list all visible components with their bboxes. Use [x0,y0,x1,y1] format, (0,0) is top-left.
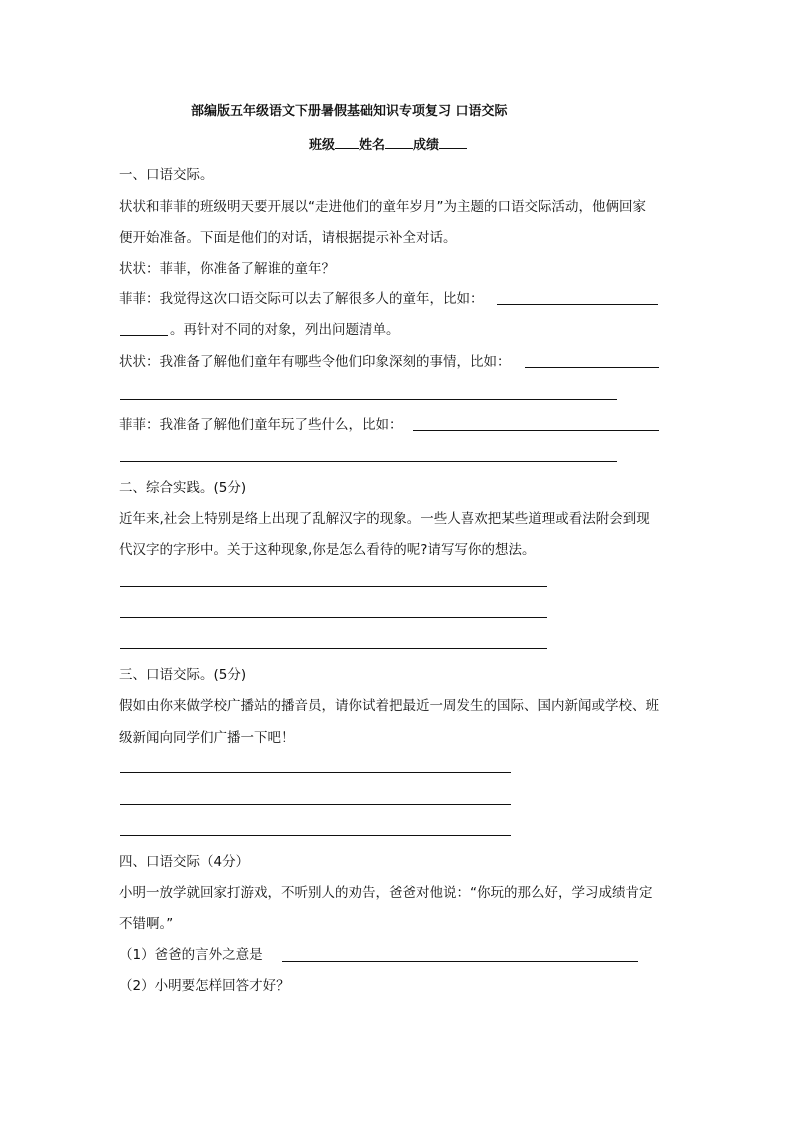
section-3-line2: 级新闻向同学们广播一下吧！ [119,730,295,746]
answer-line[interactable] [120,804,511,805]
section-1-heading: 一、口语交际。 [119,167,214,183]
section-3-heading: 三、口语交际。(5分) [119,667,247,683]
answer-line[interactable] [282,961,638,962]
section-1-intro-line1: 状状和菲菲的班级明天要开展以“走进他们的童年岁月”为主题的口语交际活动，他俩回家 [119,199,646,215]
answer-line[interactable] [120,335,168,336]
score-blank[interactable] [439,134,467,149]
section-2-heading: 二、综合实践。(5分) [119,480,247,496]
answer-line[interactable] [120,772,511,773]
section-4-line2: 不错啊。” [119,916,174,932]
section-3-line1: 假如由你来做学校广播站的播音员，请你试着把最近一周发生的国际、国内新闻或学校、班 [119,698,659,714]
student-info-line [309,134,467,155]
section-4-heading: 四、口语交际（4分） [119,854,250,870]
answer-line[interactable] [120,586,547,587]
score-label: 成绩 [413,138,440,153]
dialogue-line-2: 菲菲：我觉得这次口语交际可以去了解很多人的童年，比如： [119,291,484,307]
section-4-line1: 小明一放学就回家打游戏，不听别人的劝告，爸爸对他说：“你玩的那么好，学习成绩肯定 [119,885,653,901]
answer-line[interactable] [120,835,511,836]
section-2-line2: 代汉字的字形中。关于这种现象,你是怎么看待的呢?请写写你的想法。 [119,542,536,558]
answer-line[interactable] [413,430,659,431]
answer-line[interactable] [120,648,547,649]
name-blank[interactable] [385,134,413,149]
section-2-line1: 近年来,社会上特别是络上出现了乱解汉字的现象。一些人喜欢把某些道理或看法附会到现 [119,511,650,527]
class-blank[interactable] [335,134,359,149]
class-label: 班级 [309,138,336,153]
dialogue-line-3: 状状：我准备了解他们童年有哪些令他们印象深刻的事情，比如： [119,354,511,370]
question-2: （2）小明要怎样回答才好？ [119,978,290,994]
dialogue-line-4: 菲菲：我准备了解他们童年玩了些什么，比如： [119,417,403,433]
page-title: 部编版五年级语文下册暑假基础知识专项复习 口语交际 [191,104,508,119]
answer-line[interactable] [120,399,617,400]
section-1-intro-line2: 便开始准备。下面是他们的对话，请根据提示补全对话。 [119,230,457,246]
dialogue-line-2-cont: 。再针对不同的对象，列出问题清单。 [170,322,400,338]
answer-line[interactable] [525,367,659,368]
answer-line[interactable] [120,461,617,462]
question-1: （1）爸爸的言外之意是 [119,947,263,963]
dialogue-line-1: 状状：菲菲，你准备了解谁的童年？ [119,261,335,277]
answer-line[interactable] [120,617,547,618]
answer-line[interactable] [497,304,658,305]
name-label: 姓名 [359,138,386,153]
